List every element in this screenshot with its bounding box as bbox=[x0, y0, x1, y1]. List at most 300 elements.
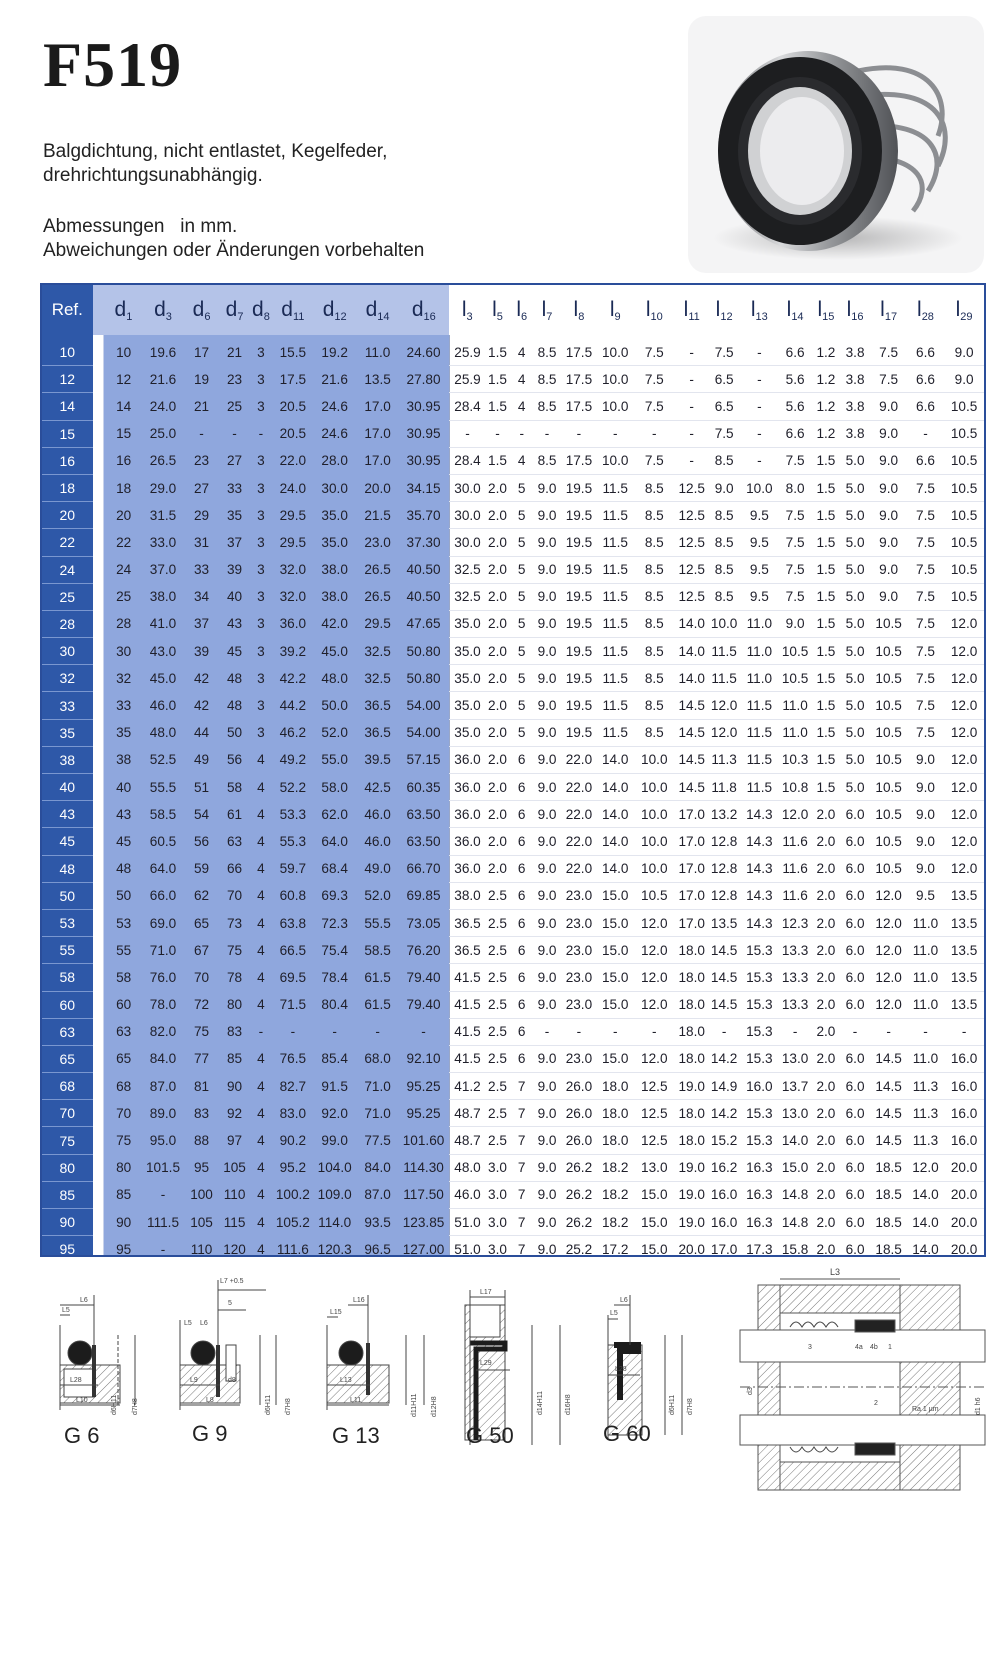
table-cell: 30.0 bbox=[449, 529, 485, 556]
table-cell: 11.5 bbox=[598, 502, 633, 529]
table-cell: 14.5 bbox=[708, 991, 741, 1018]
table-cell: 9.0 bbox=[870, 447, 906, 474]
table-cell: 48.7 bbox=[449, 1127, 485, 1154]
ref-cell: 68 bbox=[42, 1073, 93, 1100]
table-cell: 6.0 bbox=[840, 991, 871, 1018]
table-cell: 8.5 bbox=[708, 447, 741, 474]
table-cell: 7.5 bbox=[633, 393, 676, 420]
table-cell: 9.0 bbox=[534, 1154, 560, 1181]
table-cell: 92.10 bbox=[398, 1045, 449, 1072]
ref-cell: 32 bbox=[42, 665, 93, 692]
table-cell: 48.0 bbox=[143, 719, 183, 746]
table-cell: 5.0 bbox=[840, 556, 871, 583]
table-cell: 9.0 bbox=[534, 937, 560, 964]
table-cell: 18.5 bbox=[870, 1181, 906, 1208]
ref-cell: 90 bbox=[42, 1209, 93, 1236]
table-cell: 11.0 bbox=[907, 991, 944, 1018]
table-cell: 19.5 bbox=[560, 665, 597, 692]
ref-cell: 38 bbox=[42, 746, 93, 773]
table-cell: 3 bbox=[249, 610, 273, 637]
table-cell: 4 bbox=[249, 746, 273, 773]
column-header-d1 bbox=[104, 285, 144, 335]
table-cell: 69.3 bbox=[313, 882, 357, 909]
table-cell: 12.5 bbox=[676, 502, 708, 529]
table-cell: 7.5 bbox=[778, 447, 812, 474]
table-cell: 9.0 bbox=[534, 855, 560, 882]
table-cell: 11.5 bbox=[741, 774, 778, 801]
table-row bbox=[42, 937, 984, 964]
table-cell: 6.0 bbox=[840, 801, 871, 828]
table-cell: 11.5 bbox=[598, 583, 633, 610]
table-cell: 3 bbox=[249, 474, 273, 501]
column-subscript: 13 bbox=[755, 310, 768, 323]
table-cell: 18.0 bbox=[676, 1018, 708, 1045]
table-cell: 36.5 bbox=[449, 909, 485, 936]
table-cell: 2.0 bbox=[812, 1127, 840, 1154]
table-cell: 3 bbox=[249, 692, 273, 719]
table-cell: 1.5 bbox=[812, 692, 840, 719]
g50-drawing bbox=[465, 1289, 572, 1445]
table-cell: 4 bbox=[249, 855, 273, 882]
table-row bbox=[42, 556, 984, 583]
column-subscript: 3 bbox=[466, 310, 473, 323]
drawing-label-g9: G 9 bbox=[192, 1421, 228, 1446]
table-row bbox=[42, 638, 984, 665]
table-cell: 61.5 bbox=[357, 964, 399, 991]
table-cell: 5 bbox=[510, 610, 534, 637]
table-cell: 30.0 bbox=[449, 502, 485, 529]
table-cell: 3 bbox=[249, 583, 273, 610]
g50-l29: L29 bbox=[480, 1360, 492, 1367]
table-cell: 105.2 bbox=[273, 1209, 313, 1236]
row-spacer bbox=[93, 665, 104, 692]
column-subscript: 11 bbox=[292, 310, 305, 323]
column-symbol: l bbox=[492, 297, 497, 321]
installation-drawings bbox=[40, 1265, 986, 1515]
table-row bbox=[42, 335, 984, 366]
table-cell: 38.0 bbox=[313, 583, 357, 610]
table-cell: 13.0 bbox=[633, 1154, 676, 1181]
table-cell: - bbox=[598, 1018, 633, 1045]
table-cell: 11.0 bbox=[778, 692, 812, 719]
column-symbol: d bbox=[192, 297, 205, 321]
row-spacer bbox=[93, 882, 104, 909]
column-symbol: l bbox=[715, 297, 721, 321]
column-symbol: l bbox=[917, 297, 922, 321]
column-header-d3 bbox=[143, 285, 183, 335]
dimension-note bbox=[43, 215, 424, 263]
table-cell: 13.3 bbox=[778, 964, 812, 991]
table-cell: 85 bbox=[220, 1045, 249, 1072]
table-cell: 33 bbox=[183, 556, 220, 583]
g9-l9: L9 bbox=[190, 1377, 198, 1384]
table-cell: 12.0 bbox=[944, 828, 984, 855]
table-cell: 20.0 bbox=[944, 1181, 984, 1208]
table-cell: 5.0 bbox=[840, 774, 871, 801]
row-spacer bbox=[93, 991, 104, 1018]
table-cell: 20.5 bbox=[273, 393, 313, 420]
column-subscript: 14 bbox=[377, 310, 390, 323]
table-cell: 20.0 bbox=[676, 1236, 708, 1257]
table-cell: 12.5 bbox=[676, 474, 708, 501]
table-cell: 28 bbox=[104, 610, 144, 637]
ref-cell: 35 bbox=[42, 719, 93, 746]
table-cell: 51 bbox=[183, 774, 220, 801]
table-cell: 83 bbox=[183, 1100, 220, 1127]
table-cell: 9.0 bbox=[534, 774, 560, 801]
table-cell: 9.0 bbox=[870, 502, 906, 529]
column-subscript: 12 bbox=[334, 310, 347, 323]
table-cell: 65 bbox=[183, 909, 220, 936]
table-cell: 42.2 bbox=[273, 665, 313, 692]
table-cell: 95 bbox=[183, 1154, 220, 1181]
column-subscript: 9 bbox=[614, 310, 621, 323]
table-cell: 14.0 bbox=[598, 746, 633, 773]
table-cell: 15.5 bbox=[273, 335, 313, 366]
table-cell: 23.0 bbox=[560, 964, 597, 991]
table-cell: 67 bbox=[183, 937, 220, 964]
table-cell: 38.0 bbox=[313, 556, 357, 583]
table-cell: 4 bbox=[249, 964, 273, 991]
table-cell: 43 bbox=[104, 801, 144, 828]
table-cell: 8.5 bbox=[708, 529, 741, 556]
table-cell: 7.5 bbox=[778, 556, 812, 583]
table-cell: 19.5 bbox=[560, 719, 597, 746]
table-cell: 38 bbox=[104, 746, 144, 773]
table-cell: 14.0 bbox=[907, 1209, 944, 1236]
table-cell: 14.5 bbox=[676, 692, 708, 719]
table-cell: 11.5 bbox=[708, 665, 741, 692]
table-cell: 5 bbox=[510, 719, 534, 746]
table-cell: 1.5 bbox=[812, 665, 840, 692]
table-cell: 1.2 bbox=[812, 393, 840, 420]
table-cell: 2.0 bbox=[812, 801, 840, 828]
table-cell: 2.0 bbox=[812, 964, 840, 991]
table-row bbox=[42, 502, 984, 529]
table-cell: 32.0 bbox=[273, 556, 313, 583]
table-cell: 27 bbox=[183, 474, 220, 501]
table-cell: 2.0 bbox=[485, 529, 509, 556]
table-cell: - bbox=[598, 420, 633, 447]
table-cell: 10.5 bbox=[870, 638, 906, 665]
table-cell: 7.5 bbox=[907, 719, 944, 746]
table-cell: 2.5 bbox=[485, 1018, 509, 1045]
table-cell: 2.0 bbox=[812, 828, 840, 855]
table-cell: 114.0 bbox=[313, 1209, 357, 1236]
assembly-p4a: 4a bbox=[855, 1344, 863, 1351]
column-subscript: 5 bbox=[496, 310, 503, 323]
table-cell: 29.5 bbox=[273, 502, 313, 529]
table-cell: 109.0 bbox=[313, 1181, 357, 1208]
table-cell: 5.6 bbox=[778, 366, 812, 393]
table-cell: 1.5 bbox=[485, 447, 509, 474]
table-cell: 10.0 bbox=[633, 828, 676, 855]
table-cell: 9.0 bbox=[534, 991, 560, 1018]
table-cell: - bbox=[633, 420, 676, 447]
table-cell: 10.5 bbox=[944, 583, 984, 610]
table-cell: 7 bbox=[510, 1181, 534, 1208]
table-cell: 88 bbox=[183, 1127, 220, 1154]
table-cell: 95.2 bbox=[273, 1154, 313, 1181]
table-cell: 92.0 bbox=[313, 1100, 357, 1127]
row-spacer bbox=[93, 1100, 104, 1127]
column-header-d6 bbox=[183, 285, 220, 335]
table-cell: 24.0 bbox=[273, 474, 313, 501]
table-cell: 68.0 bbox=[357, 1045, 399, 1072]
product-title: F519 bbox=[43, 29, 183, 100]
table-cell: 4 bbox=[249, 1154, 273, 1181]
table-cell: 30.95 bbox=[398, 420, 449, 447]
table-cell: 14.0 bbox=[676, 665, 708, 692]
table-cell: 17.5 bbox=[560, 447, 597, 474]
table-cell: 12.0 bbox=[708, 719, 741, 746]
table-cell: 73 bbox=[220, 909, 249, 936]
table-cell: 4 bbox=[510, 366, 534, 393]
table-cell: 12.5 bbox=[633, 1100, 676, 1127]
table-cell: 9.0 bbox=[534, 529, 560, 556]
table-cell: 37.0 bbox=[143, 556, 183, 583]
table-cell: 10.5 bbox=[870, 719, 906, 746]
table-cell: 12.0 bbox=[907, 1154, 944, 1181]
table-cell: 17 bbox=[183, 335, 220, 366]
table-cell: 23.0 bbox=[560, 991, 597, 1018]
table-cell: 72.3 bbox=[313, 909, 357, 936]
table-cell: 1.5 bbox=[812, 474, 840, 501]
table-cell: 9.0 bbox=[534, 1127, 560, 1154]
table-cell: 9.0 bbox=[534, 1073, 560, 1100]
table-cell: - bbox=[249, 1018, 273, 1045]
table-cell: 2.0 bbox=[812, 1209, 840, 1236]
row-spacer bbox=[93, 1209, 104, 1236]
table-row bbox=[42, 1236, 984, 1257]
ref-cell: 10 bbox=[42, 335, 93, 366]
table-cell: 4 bbox=[249, 909, 273, 936]
column-symbol: l bbox=[817, 297, 823, 321]
assembly-d1: d1 h6 bbox=[975, 1397, 982, 1415]
table-cell: 26.0 bbox=[560, 1127, 597, 1154]
table-cell: 62.0 bbox=[313, 801, 357, 828]
table-cell: - bbox=[633, 1018, 676, 1045]
table-cell: 2.0 bbox=[485, 583, 509, 610]
table-cell: 70 bbox=[104, 1100, 144, 1127]
table-row bbox=[42, 828, 984, 855]
column-subscript: 16 bbox=[423, 310, 436, 323]
table-cell: 9.0 bbox=[907, 828, 944, 855]
table-cell: 39.2 bbox=[273, 638, 313, 665]
table-cell: 46.0 bbox=[357, 828, 399, 855]
table-cell: 19 bbox=[183, 366, 220, 393]
table-cell: 15.3 bbox=[741, 1018, 778, 1045]
table-cell: 14.2 bbox=[708, 1100, 741, 1127]
row-spacer bbox=[93, 1073, 104, 1100]
row-spacer bbox=[93, 1018, 104, 1045]
table-cell: 110 bbox=[183, 1236, 220, 1257]
table-cell: 59 bbox=[183, 855, 220, 882]
column-subscript: 10 bbox=[650, 310, 663, 323]
table-cell: 2.5 bbox=[485, 964, 509, 991]
table-cell: 18.0 bbox=[598, 1127, 633, 1154]
table-cell: 14.3 bbox=[741, 801, 778, 828]
table-cell: 5 bbox=[510, 529, 534, 556]
table-cell: 41.5 bbox=[449, 964, 485, 991]
table-cell: 13.2 bbox=[708, 801, 741, 828]
table-cell: 19.0 bbox=[676, 1181, 708, 1208]
table-cell: 4 bbox=[510, 335, 534, 366]
row-spacer bbox=[93, 366, 104, 393]
table-cell: 90 bbox=[104, 1209, 144, 1236]
table-cell: 18.5 bbox=[870, 1154, 906, 1181]
table-cell: 14.0 bbox=[598, 828, 633, 855]
table-row bbox=[42, 1209, 984, 1236]
table-cell: 11.3 bbox=[907, 1127, 944, 1154]
table-cell: 104.0 bbox=[313, 1154, 357, 1181]
table-cell: 6.5 bbox=[708, 393, 741, 420]
table-cell: 54.00 bbox=[398, 719, 449, 746]
row-spacer bbox=[93, 1154, 104, 1181]
table-cell: 3.0 bbox=[485, 1236, 509, 1257]
ref-cell: 70 bbox=[42, 1100, 93, 1127]
row-spacer bbox=[93, 855, 104, 882]
table-cell: 77.5 bbox=[357, 1127, 399, 1154]
ref-cell: 33 bbox=[42, 692, 93, 719]
column-header-l3 bbox=[449, 285, 485, 335]
table-cell: 11.0 bbox=[907, 937, 944, 964]
table-cell: 20 bbox=[104, 502, 144, 529]
table-cell: 9.0 bbox=[870, 420, 906, 447]
table-cell: 14.0 bbox=[907, 1236, 944, 1257]
row-spacer bbox=[93, 447, 104, 474]
table-cell: 3 bbox=[249, 502, 273, 529]
column-header-d11 bbox=[273, 285, 313, 335]
table-cell: 7.5 bbox=[907, 665, 944, 692]
table-cell: 22 bbox=[104, 529, 144, 556]
table-cell: 15.2 bbox=[708, 1127, 741, 1154]
table-cell: 6.6 bbox=[907, 393, 944, 420]
table-cell: 58 bbox=[220, 774, 249, 801]
column-subscript: 16 bbox=[851, 310, 864, 323]
table-cell: 24 bbox=[104, 556, 144, 583]
table-cell: 75 bbox=[104, 1127, 144, 1154]
table-cell: - bbox=[741, 420, 778, 447]
table-cell: 9.0 bbox=[708, 474, 741, 501]
table-cell: 12.5 bbox=[633, 1073, 676, 1100]
table-cell: 63 bbox=[104, 1018, 144, 1045]
table-row bbox=[42, 1018, 984, 1045]
table-cell: 3.8 bbox=[840, 393, 871, 420]
table-cell: 6.6 bbox=[778, 335, 812, 366]
table-cell: 15.0 bbox=[633, 1236, 676, 1257]
table-cell: 43.0 bbox=[143, 638, 183, 665]
table-cell: - bbox=[907, 420, 944, 447]
table-cell: 62 bbox=[183, 882, 220, 909]
g60-l6: L6 bbox=[620, 1297, 628, 1304]
table-cell: 12.0 bbox=[633, 937, 676, 964]
table-cell: 105 bbox=[220, 1154, 249, 1181]
table-cell: 5.0 bbox=[840, 638, 871, 665]
table-cell: 50.0 bbox=[313, 692, 357, 719]
row-spacer bbox=[93, 1236, 104, 1257]
ref-cell: 15 bbox=[42, 420, 93, 447]
table-cell: 11.5 bbox=[741, 692, 778, 719]
table-cell: 2.0 bbox=[485, 855, 509, 882]
table-cell: 4 bbox=[249, 937, 273, 964]
table-cell: 17.0 bbox=[357, 420, 399, 447]
ref-cell: 24 bbox=[42, 556, 93, 583]
column-subscript: 15 bbox=[822, 310, 835, 323]
table-cell: 28.4 bbox=[449, 393, 485, 420]
table-cell: 51.0 bbox=[449, 1236, 485, 1257]
column-header-l10 bbox=[633, 285, 676, 335]
table-cell: 11.0 bbox=[741, 610, 778, 637]
table-cell: 1.5 bbox=[485, 393, 509, 420]
table-cell: 5.0 bbox=[840, 474, 871, 501]
g6-drawing bbox=[60, 1295, 139, 1415]
product-description bbox=[43, 140, 387, 188]
table-cell: 15.0 bbox=[598, 882, 633, 909]
table-row bbox=[42, 882, 984, 909]
table-cell: 1.5 bbox=[812, 583, 840, 610]
table-cell: 36.0 bbox=[449, 774, 485, 801]
table-cell: 3.8 bbox=[840, 366, 871, 393]
table-cell: 14 bbox=[104, 393, 144, 420]
table-cell: 6.5 bbox=[708, 366, 741, 393]
table-cell: 9.0 bbox=[870, 529, 906, 556]
table-cell: 39.5 bbox=[357, 746, 399, 773]
table-cell: 14.0 bbox=[676, 638, 708, 665]
table-cell: 10.5 bbox=[944, 420, 984, 447]
table-cell: 45 bbox=[104, 828, 144, 855]
table-cell: 16.0 bbox=[708, 1181, 741, 1208]
table-cell: 12.5 bbox=[676, 529, 708, 556]
table-cell: 16.3 bbox=[741, 1209, 778, 1236]
table-cell: 10.5 bbox=[870, 774, 906, 801]
row-spacer bbox=[93, 1127, 104, 1154]
table-cell: 2.5 bbox=[485, 991, 509, 1018]
table-cell: - bbox=[676, 447, 708, 474]
table-cell: 9.5 bbox=[907, 882, 944, 909]
table-cell: 6 bbox=[510, 855, 534, 882]
table-cell: 3 bbox=[249, 393, 273, 420]
table-cell: 31.5 bbox=[143, 502, 183, 529]
g13-l13: L13 bbox=[340, 1377, 352, 1384]
ref-cell: 18 bbox=[42, 474, 93, 501]
table-cell: 37 bbox=[220, 529, 249, 556]
column-subscript: 14 bbox=[791, 310, 804, 323]
row-spacer bbox=[93, 583, 104, 610]
table-row bbox=[42, 746, 984, 773]
row-spacer bbox=[93, 746, 104, 773]
table-cell: 7.5 bbox=[907, 692, 944, 719]
table-cell: 95.0 bbox=[143, 1127, 183, 1154]
column-symbol: d bbox=[411, 297, 424, 321]
column-header-l8 bbox=[560, 285, 597, 335]
table-cell: 17.0 bbox=[357, 393, 399, 420]
table-cell: 11.3 bbox=[907, 1073, 944, 1100]
table-cell: 18.0 bbox=[676, 1045, 708, 1072]
table-cell: 26.5 bbox=[357, 556, 399, 583]
table-row bbox=[42, 1127, 984, 1154]
table-cell: 35.0 bbox=[449, 665, 485, 692]
table-cell: 4 bbox=[249, 774, 273, 801]
row-spacer bbox=[93, 719, 104, 746]
table-cell: - bbox=[143, 1236, 183, 1257]
table-cell: - bbox=[313, 1018, 357, 1045]
table-cell: 100.2 bbox=[273, 1181, 313, 1208]
table-cell: 15.3 bbox=[741, 1100, 778, 1127]
table-cell: 18.5 bbox=[870, 1236, 906, 1257]
table-cell: 27 bbox=[220, 447, 249, 474]
table-cell: 111.6 bbox=[273, 1236, 313, 1257]
